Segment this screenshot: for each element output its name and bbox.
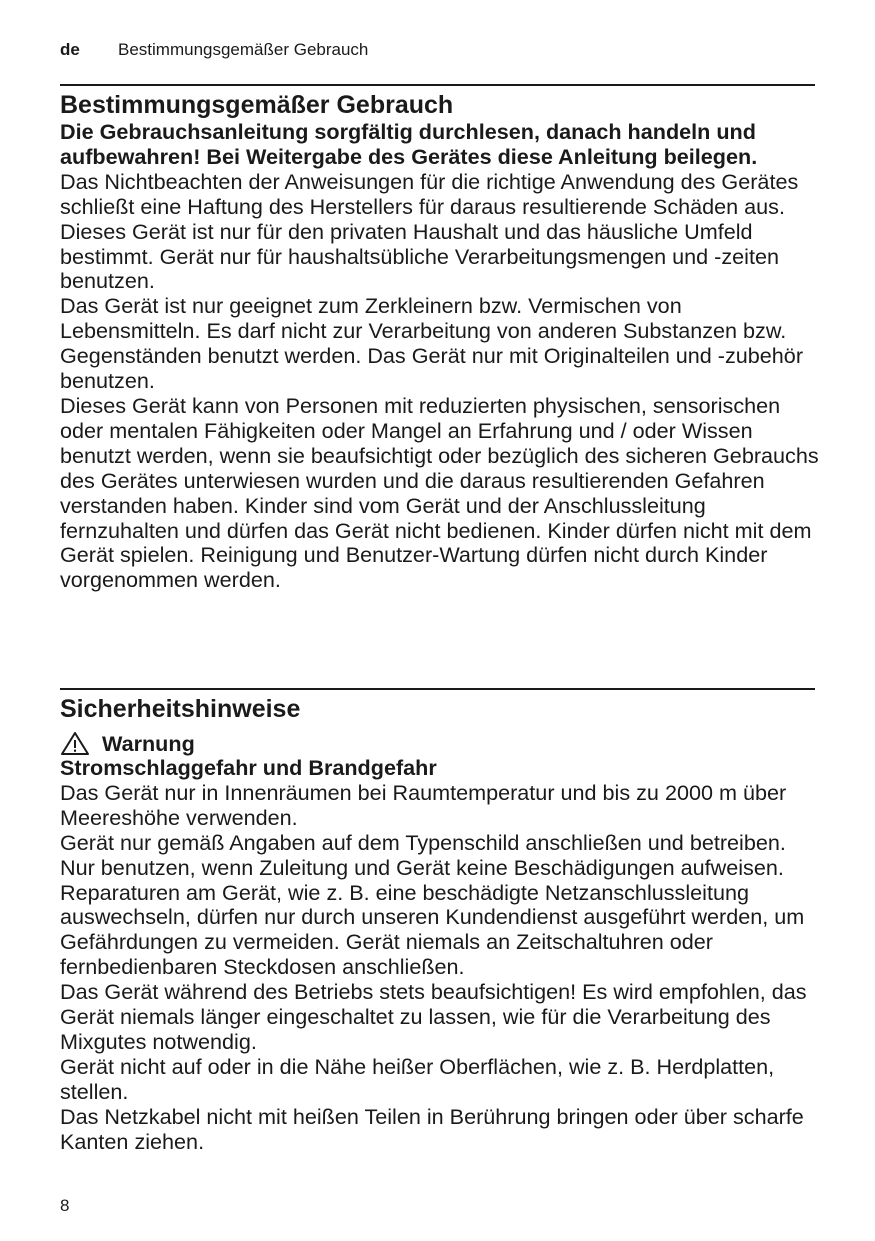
- paragraph: Das Nichtbeachten der Anweisungen für die richtige Anwendung des Gerätes schließt eine Haftung des Herstellers für daraus resultierende Schäden aus.: [60, 168, 799, 219]
- page-number: 8: [60, 1196, 70, 1215]
- paragraph: Dieses Gerät ist nur für den privaten Haushalt und das häusliche Umfeld bestimmt. Gerät nur für haushaltsübliche Verarbeitungsmengen und -zeiten benutzen.: [60, 218, 779, 294]
- language-code: de: [60, 40, 80, 59]
- running-header-title: Bestimmungsgemäßer Gebrauch: [118, 40, 369, 59]
- warning-label-row: [60, 731, 820, 756]
- running-header: [60, 40, 368, 60]
- warning-label: Warnung: [102, 731, 195, 756]
- section-divider-top: [60, 84, 815, 86]
- section-safety: [60, 694, 820, 1155]
- section-heading-safety: Sicherheitshinweise: [60, 695, 301, 723]
- intro-instruction: Die Gebrauchsanleitung sorgfältig durchlesen, danach handeln und aufbewahren! Bei Weitergabe des Gerätes diese Anleitung beilegen.: [60, 119, 758, 169]
- section-intended-use: [60, 90, 820, 593]
- section-heading-intended-use: Bestimmungsgemäßer Gebrauch: [60, 91, 454, 119]
- paragraph: Das Netzkabel nicht mit heißen Teilen in Berührung bringen oder über scharfe Kanten ziehen.: [60, 1103, 804, 1154]
- hazard-subheading: Stromschlaggefahr und Brandgefahr: [60, 755, 437, 780]
- paragraph: Das Gerät nur in Innenräumen bei Raumtemperatur und bis zu 2000 m über Meereshöhe verwenden.: [60, 779, 787, 830]
- section-divider-safety: [60, 688, 815, 690]
- warning-triangle-icon: [60, 731, 90, 756]
- paragraph: Gerät nur gemäß Angaben auf dem Typenschild anschließen und betreiben. Nur benutzen, wenn Zuleitung und Gerät keine Beschädigungen aufweisen. Reparaturen am Gerät, wie z. B. eine beschädigte Netzanschlussleitung auswechseln, dürfen nur durch unseren Kundendienst ausgeführt werden, um Gefährdungen zu vermeiden. Gerät niemals an Zeitschaltuhren oder fernbedienbaren Steckdosen anschließen.: [60, 829, 805, 980]
- paragraph: Gerät nicht auf oder in die Nähe heißer Oberflächen, wie z. B. Herdplatten, stellen.: [60, 1053, 775, 1104]
- paragraph: Dieses Gerät kann von Personen mit reduzierten physischen, sensorischen oder mentalen Fähigkeiten oder Mangel an Erfahrung und / oder Wissen benutzt werden, wenn sie beaufsichtigt oder bezüglich des sicheren Gebrauchs des Gerätes unterwiesen wurden und die daraus resultierenden Gefahren verstanden haben. Kinder sind vom Gerät und der Anschlussleitung fernzuhalten und dürfen das Gerät nicht bedienen. Kinder dürfen nicht mit dem Gerät spielen. Reinigung und Benutzer-Wartung dürfen nicht durch Kinder vorgenommen werden.: [60, 392, 819, 593]
- paragraph: Das Gerät ist nur geeignet zum Zerkleinern bzw. Vermischen von Lebensmitteln. Es darf nicht zur Verarbeitung von anderen Substanzen bzw. Gegenständen benutzt werden. Das Gerät nur mit Originalteilen und -zubehör benutzen.: [60, 293, 804, 394]
- paragraph: Das Gerät während des Betriebs stets beaufsichtigen! Es wird empfohlen, das Gerät niemals länger eingeschaltet zu lassen, wie für die Verarbeitung des Mixgutes notwendig.: [60, 979, 807, 1054]
